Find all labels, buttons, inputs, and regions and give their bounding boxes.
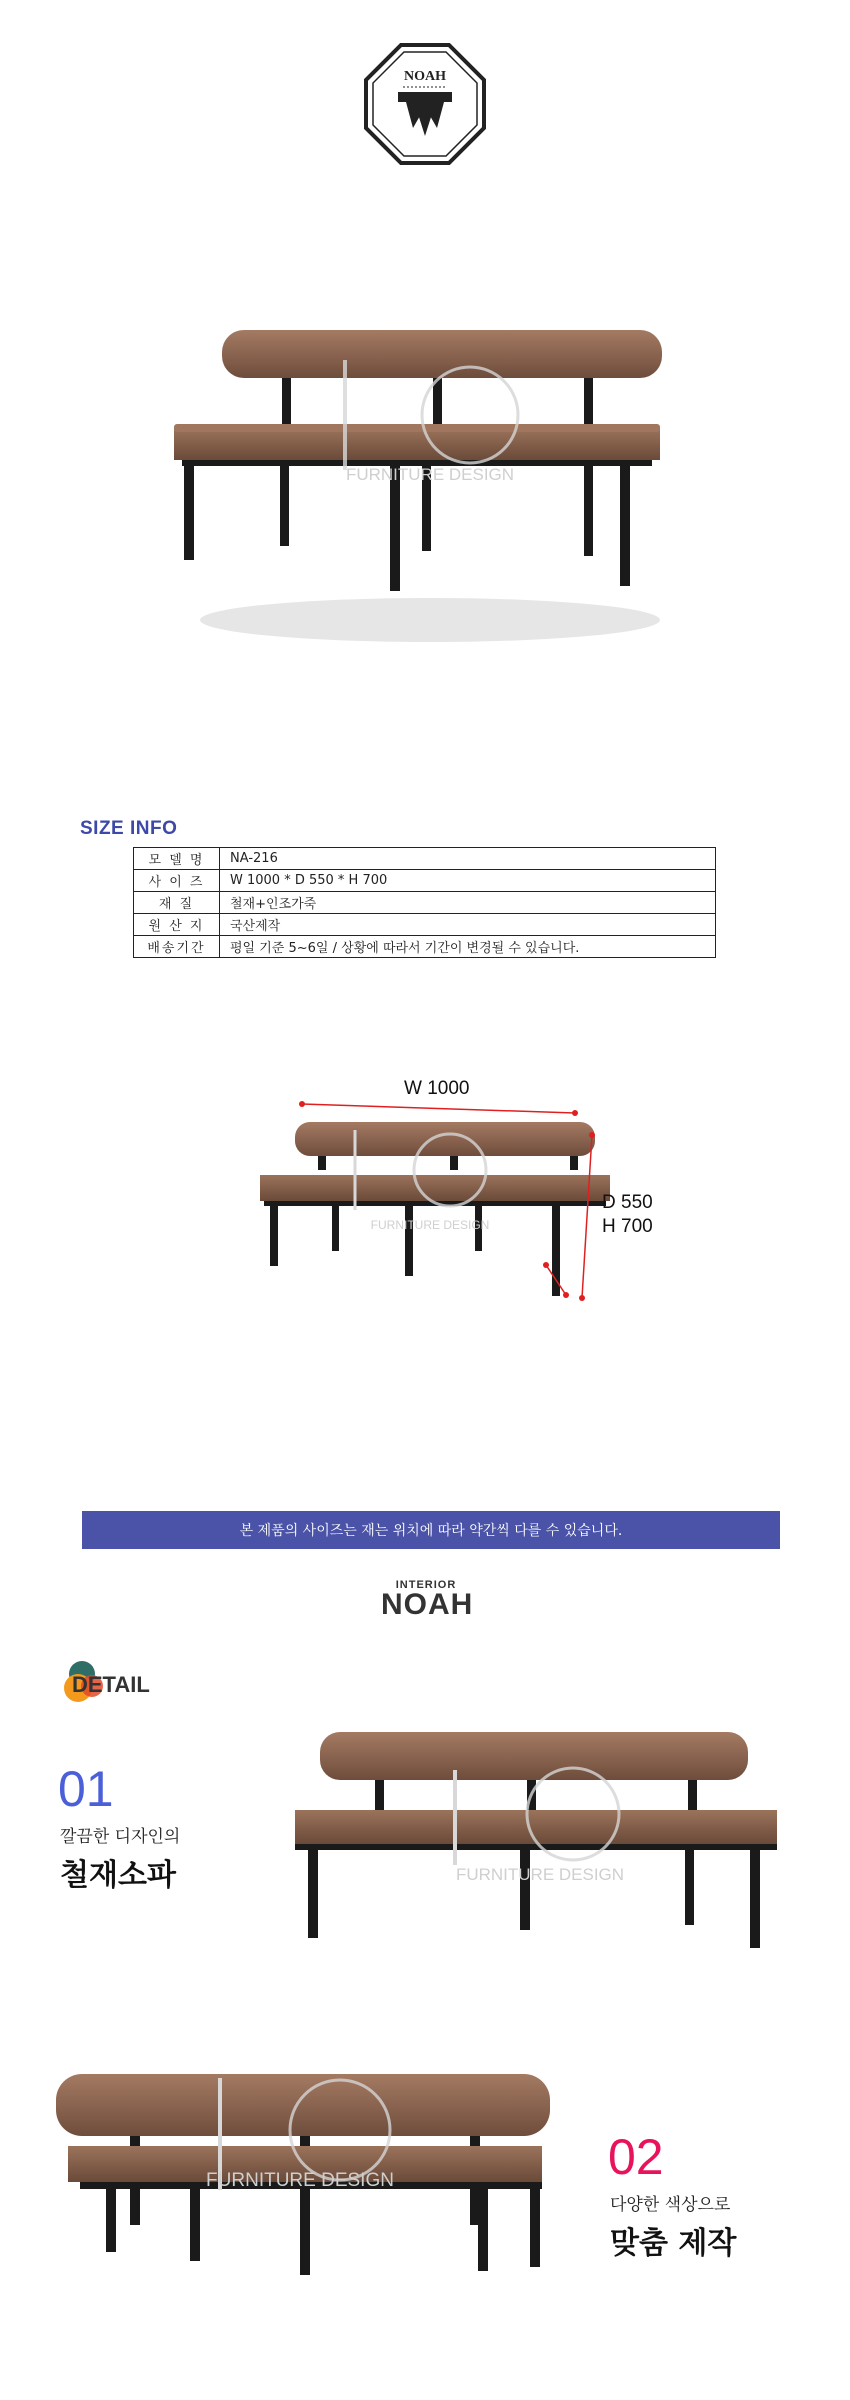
table-row [134,914,716,936]
spec-value: 평일 기준 5~6일 / 상황에 따라서 기간이 변경될 수 있습니다. [220,936,716,958]
product-main-image [160,320,680,660]
feature-sub: 깔끔한 디자인의 [60,1827,181,1847]
table-row [134,848,716,870]
size-info-title: SIZE INFO [80,818,178,839]
feature-01-image [290,1720,790,1960]
watermark-text: FURNITURE DESIGN [206,2170,394,2191]
spec-value: W 1000 * D 550 * H 700 [220,870,716,892]
table-row [134,936,716,958]
watermark-text: FURNITURE DESIGN [345,465,515,484]
interior-brand-small: INTERIOR [395,1579,457,1591]
feature-head: 맞춤 제작 [610,2226,737,2261]
interior-brand [381,1579,474,1621]
spec-value: 국산제작 [220,914,716,936]
spec-key: 사 이 즈 [134,870,220,892]
watermark-text: FURNITURE DESIGN [455,1865,625,1884]
feature-sub: 다양한 색상으로 [610,2195,731,2215]
spec-value: NA-216 [220,848,716,870]
feature-number: 02 [608,2129,664,2185]
feature-head: 철재소파 [60,1858,176,1893]
width-label: W 1000 [404,1078,470,1099]
depth-label: D 550 [602,1192,653,1213]
interior-brand-big: NOAH [381,1588,474,1621]
table-row [134,870,716,892]
notice-banner [82,1511,780,1549]
detail-label: DETAIL [72,1672,150,1697]
noah-logo [363,42,487,166]
watermark-text: FURNITURE DESIGN [370,1218,490,1232]
dimension-diagram [250,1080,650,1310]
feature-number: 01 [58,1761,114,1817]
feature-02-image [50,2060,560,2290]
spec-key: 재 질 [134,892,220,914]
spec-key: 원 산 지 [134,914,220,936]
spec-value: 철재+인조가죽 [220,892,716,914]
logo-text: NOAH [404,69,446,84]
table-row [134,892,716,914]
spec-key: 배송기간 [134,936,220,958]
height-label: H 700 [602,1216,653,1237]
spec-key: 모 델 명 [134,848,220,870]
spec-table [133,847,716,958]
notice-text: 본 제품의 사이즈는 재는 위치에 따라 약간씩 다를 수 있습니다. [239,1523,623,1539]
